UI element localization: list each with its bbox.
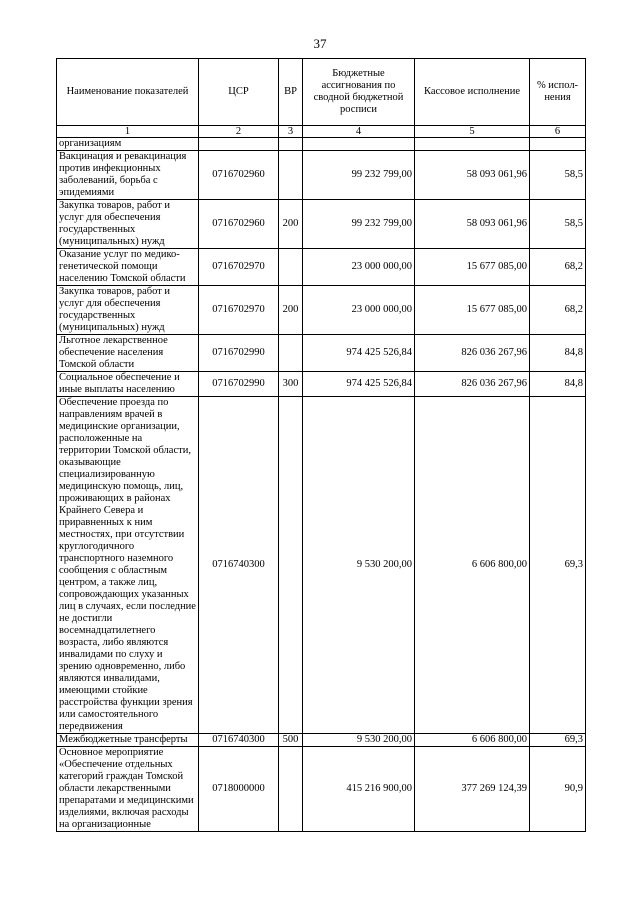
row-percent: 84,8 [530, 335, 586, 372]
row-percent: 69,3 [530, 397, 586, 734]
row-cash: 58 093 061,96 [415, 151, 530, 200]
row-vr [279, 747, 303, 832]
table-row [57, 151, 586, 200]
row-name: Закупка товаров, работ и услуг для обеспечения государственных (муниципальных) нужд [57, 200, 199, 249]
row-percent: 58,5 [530, 200, 586, 249]
row-budget [303, 138, 415, 151]
row-budget: 974 425 526,84 [303, 372, 415, 397]
row-vr [279, 249, 303, 286]
row-percent: 84,8 [530, 372, 586, 397]
row-name: Закупка товаров, работ и услуг для обеспечения государственных (муниципальных) нужд [57, 286, 199, 335]
budget-execution-table [56, 58, 586, 832]
row-vr [279, 151, 303, 200]
row-vr: 300 [279, 372, 303, 397]
row-cash: 826 036 267,96 [415, 372, 530, 397]
table-row [57, 734, 586, 747]
row-csr: 0716702970 [199, 249, 279, 286]
row-budget: 9 530 200,00 [303, 397, 415, 734]
row-csr: 0716740300 [199, 734, 279, 747]
column-number: 5 [415, 126, 530, 138]
row-name: Оказание услуг по медико-генетической помощи населению Томской области [57, 249, 199, 286]
row-csr: 0716702970 [199, 286, 279, 335]
row-name: Межбюджетные трансферты [57, 734, 199, 747]
row-percent: 68,2 [530, 249, 586, 286]
column-number: 3 [279, 126, 303, 138]
column-numbers-row [57, 126, 586, 138]
table-row [57, 286, 586, 335]
row-budget: 974 425 526,84 [303, 335, 415, 372]
row-cash: 58 093 061,96 [415, 200, 530, 249]
table-row [57, 335, 586, 372]
column-number: 6 [530, 126, 586, 138]
row-name: организациям [57, 138, 199, 151]
row-name: Социальное обеспечение и иные выплаты населению [57, 372, 199, 397]
row-csr: 0716702990 [199, 335, 279, 372]
row-cash: 6 606 800,00 [415, 397, 530, 734]
header-name: Наименование показателей [57, 59, 199, 126]
table-row [57, 372, 586, 397]
header-percent: % испол-нения [530, 59, 586, 126]
row-vr [279, 397, 303, 734]
row-percent: 68,2 [530, 286, 586, 335]
row-cash: 377 269 124,39 [415, 747, 530, 832]
column-number: 4 [303, 126, 415, 138]
row-budget: 99 232 799,00 [303, 151, 415, 200]
page-number: 37 [313, 36, 327, 51]
header-budget: Бюджетные ассигнования по сводной бюджетной росписи [303, 59, 415, 126]
row-vr [279, 335, 303, 372]
table-row [57, 249, 586, 286]
row-percent [530, 138, 586, 151]
row-name: Обеспечение проезда по направлениям врачей в медицинские организации, расположенные на территории Томской области, оказывающие специализированную медицинскую помощь, лиц, проживающих в районах Крайнего Севера и приравненных к ним местностях, при отсутствии круглогодичного транспортного наземного сообщения с областным центром, а также лиц, сопровождающих указанных лиц в случаях, если последние не достигли восемнадцатилетнего возраста, либо являются инвалидами по слуху и зрению одновременно, либо являются инвалидами, имеющими стойкие расстройства функции зрения или самостоятельного передвижения [57, 397, 199, 734]
table-row [57, 747, 586, 832]
row-cash: 826 036 267,96 [415, 335, 530, 372]
row-budget: 23 000 000,00 [303, 286, 415, 335]
row-percent: 58,5 [530, 151, 586, 200]
row-csr: 0718000000 [199, 747, 279, 832]
row-vr [279, 138, 303, 151]
row-cash: 15 677 085,00 [415, 249, 530, 286]
row-csr: 0716702960 [199, 151, 279, 200]
row-budget: 99 232 799,00 [303, 200, 415, 249]
row-percent: 69,3 [530, 734, 586, 747]
row-vr: 200 [279, 200, 303, 249]
column-number: 1 [57, 126, 199, 138]
row-budget: 415 216 900,00 [303, 747, 415, 832]
row-name: Вакцинация и ревакцинация против инфекционных заболеваний, борьба с эпидемиями [57, 151, 199, 200]
column-number: 2 [199, 126, 279, 138]
row-cash [415, 138, 530, 151]
row-name: Основное мероприятие «Обеспечение отдельных категорий граждан Томской области лекарственными препаратами и медицинскими изделиями, включая расходы на организационные [57, 747, 199, 832]
table-header-row [57, 59, 586, 126]
row-budget: 23 000 000,00 [303, 249, 415, 286]
header-cash: Кассовое исполнение [415, 59, 530, 126]
row-csr: 0716702990 [199, 372, 279, 397]
row-name: Льготное лекарственное обеспечение населения Томской области [57, 335, 199, 372]
table-row [57, 397, 586, 734]
row-vr: 500 [279, 734, 303, 747]
row-vr: 200 [279, 286, 303, 335]
row-percent: 90,9 [530, 747, 586, 832]
table-row [57, 138, 586, 151]
table-row [57, 200, 586, 249]
header-csr: ЦСР [199, 59, 279, 126]
row-csr [199, 138, 279, 151]
row-csr: 0716740300 [199, 397, 279, 734]
row-budget: 9 530 200,00 [303, 734, 415, 747]
row-csr: 0716702960 [199, 200, 279, 249]
row-cash: 6 606 800,00 [415, 734, 530, 747]
row-cash: 15 677 085,00 [415, 286, 530, 335]
header-vr: ВР [279, 59, 303, 126]
